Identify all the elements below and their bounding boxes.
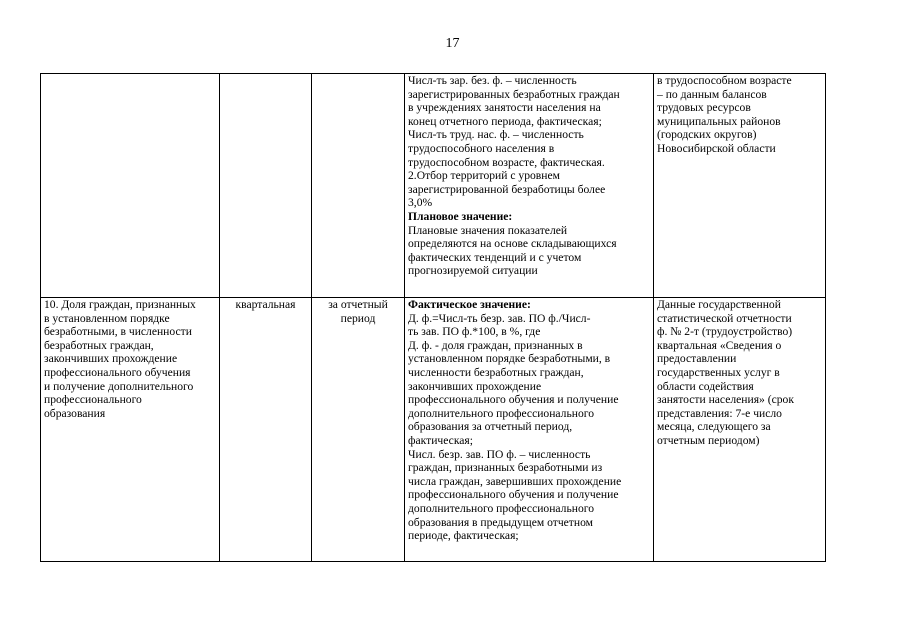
text-line: представления: 7-е число: [657, 406, 782, 420]
text-line: Плановые значения показателей: [408, 223, 568, 237]
text-line: прогнозируемой ситуации: [408, 264, 538, 278]
text-line: профессионального обучения: [44, 365, 191, 379]
text-line: ф. № 2-т (трудоустройство): [657, 325, 793, 339]
text-line: трудоспособном возрасте, фактическая.: [408, 155, 605, 169]
text-line: области содействия: [657, 379, 754, 393]
text-line: образования за отчетный период,: [408, 420, 573, 434]
text-line: образования: [44, 406, 106, 420]
text-line: определяются на основе складывающихся: [408, 237, 617, 251]
text-line: и получение дополнительного: [44, 379, 194, 393]
cell-indicator-name: [41, 74, 220, 298]
text-line: отчетным периодом): [657, 433, 760, 447]
text-line: граждан, признанных безработными из: [408, 461, 603, 475]
text-line: Д. ф. - доля граждан, признанных в: [408, 338, 583, 352]
text-line: в трудоспособном возрасте: [657, 74, 792, 87]
text-line: 3,0%: [408, 196, 433, 210]
text-line: зарегистрированной безработицы более: [408, 182, 606, 196]
text-line: численности безработных граждан,: [408, 365, 584, 379]
text-line: 2.Отбор территорий с уровнем: [408, 169, 560, 183]
text-line: Числ-ть труд. нас. ф. – численность: [408, 128, 584, 142]
text-line: трудовых ресурсов: [657, 101, 751, 115]
text-line: в учреждениях занятости населения на: [408, 101, 601, 115]
text-line: фактических тенденций и с учетом: [408, 250, 582, 264]
text-line: безработными, в численности: [44, 325, 192, 339]
text-line: периоде, фактическая;: [408, 529, 519, 543]
text-line: установленном порядке безработными, в: [408, 352, 611, 366]
indicator-table: [40, 73, 826, 562]
text-line: дополнительного профессионального: [408, 501, 595, 515]
table-row-continued: [41, 74, 826, 298]
text-line: Плановое значение:: [408, 209, 513, 223]
text-line: занятости населения» (срок: [657, 393, 794, 407]
cell-periodicity: [220, 74, 312, 298]
cell-data-source: [654, 74, 826, 298]
text-line: закончивших прохождение: [44, 352, 178, 366]
cell-periodicity: квартальная: [220, 298, 312, 562]
cell-data-source: [654, 298, 826, 562]
text-line: статистической отчетности: [657, 311, 792, 325]
text-line: профессионального обучения и получение: [408, 488, 619, 502]
text-line: дополнительного профессионального: [408, 406, 595, 420]
text-line: ть зав. ПО ф.*100, в %, где: [408, 325, 541, 339]
text-line: 10. Доля граждан, признанных: [44, 298, 196, 311]
text-line: конец отчетного периода, фактическая;: [408, 114, 602, 128]
text-line: профессионального обучения и получение: [408, 393, 619, 407]
text-line: Д. ф.=Числ-ть безр. зав. ПО ф./Числ-: [408, 311, 591, 325]
table-row-10: [41, 298, 826, 562]
text-line: фактическая;: [408, 433, 473, 447]
text-line: зарегистрированных безработных граждан: [408, 87, 620, 101]
text-line: закончивших прохождение: [408, 379, 542, 393]
text-line: – по данным балансов: [657, 87, 767, 101]
cell-period: [312, 298, 405, 562]
cell-period: [312, 74, 405, 298]
text-line: профессионального: [44, 393, 142, 407]
cell-calculation-method: [405, 298, 654, 562]
text-line: (городских округов): [657, 128, 757, 142]
text-line: государственных услуг в: [657, 365, 780, 379]
text-line: за отчетный: [328, 298, 388, 311]
text-line: квартальная «Сведения о: [657, 338, 782, 352]
text-line: предоставлении: [657, 352, 737, 366]
text-line: период: [340, 311, 376, 325]
text-line: безработных граждан,: [44, 338, 154, 352]
text-line: числа граждан, завершивших прохождение: [408, 474, 622, 488]
cell-calculation-method: [405, 74, 654, 298]
text-line: месяца, следующего за: [657, 420, 771, 434]
cell-indicator-name: [41, 298, 220, 562]
text-line: муниципальных районов: [657, 114, 781, 128]
text-line: Числ-ть зар. без. ф. – численность: [408, 74, 577, 87]
text-line: трудоспособного населения в: [408, 141, 555, 155]
text-line: образования в предыдущем отчетном: [408, 515, 593, 529]
text-line: в установленном порядке: [44, 311, 170, 325]
text-line: Фактическое значение:: [408, 298, 531, 311]
text-line: Данные государственной: [657, 298, 781, 311]
page-number: 17: [445, 36, 460, 51]
text-line: Числ. безр. зав. ПО ф. – численность: [408, 447, 591, 461]
text-line: Новосибирской области: [657, 141, 776, 155]
